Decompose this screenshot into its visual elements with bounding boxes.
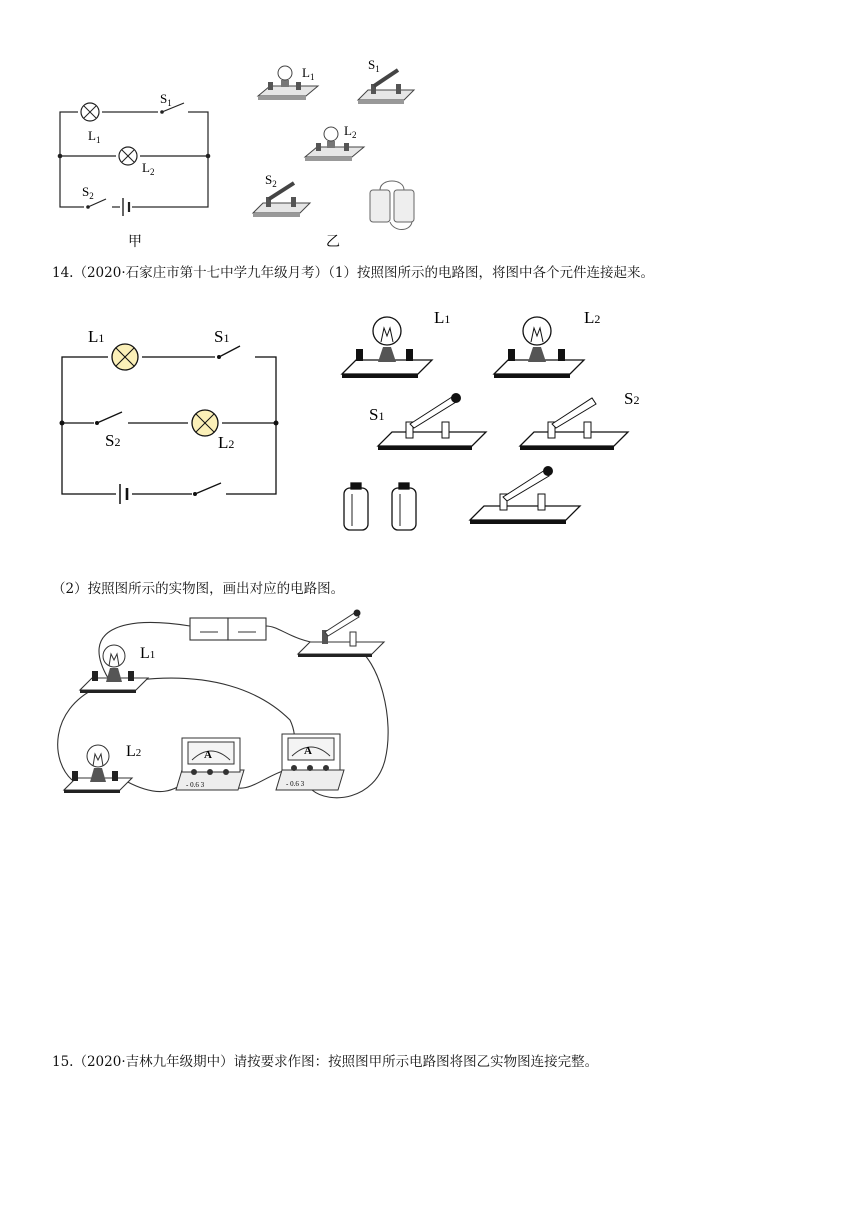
label-S2-q14: S2 [105, 431, 121, 450]
question-14-line2: （2）按照图所示的实物图，画出对应的电路图。 [52, 581, 345, 597]
ammeter-2 [276, 734, 344, 790]
label-S1-q14: S1 [214, 327, 230, 346]
ammeter-2-letter: A [304, 745, 312, 757]
real-lamp-L1-q14-part2 [80, 645, 148, 693]
ammeter-1 [176, 738, 244, 790]
label-L2-q14-part2: L2 [126, 743, 142, 760]
label-real-S1-q14: S1 [369, 405, 385, 424]
label-L1-q14-part2: L1 [140, 645, 156, 662]
ammeter-2-scale: - 0.6 3 [286, 780, 305, 788]
label-real-L1-q14: L1 [434, 308, 451, 327]
ammeter-1-scale: - 0.6 3 [186, 781, 205, 789]
label-L1: $L_1$ [88, 128, 101, 145]
label-L2: $L_2$ [142, 160, 155, 177]
label-S1: $S_1$ [160, 91, 172, 108]
label-real-S1: $S_1$ [368, 57, 380, 74]
real-batteries-q14-part2 [190, 618, 266, 640]
ammeter-1-letter: A [204, 749, 212, 761]
real-switch-q14-part2 [298, 610, 384, 658]
label-real-S2: $S_2$ [265, 172, 277, 189]
question-15-line1: 15.（2020·吉林九年级期中）请按要求作图：按照图甲所示电路图将图乙实物图连接完整。 [52, 1054, 599, 1070]
label-L1-q14: L1 [88, 327, 105, 346]
label-real-L2-q14: L2 [584, 308, 601, 327]
label-real-L1: $L_1$ [302, 65, 315, 82]
label-jia: 甲 [128, 235, 142, 250]
label-yi: 乙 [326, 235, 340, 250]
question-14-line1: 14.（2020·石家庄市第十七中学九年级月考）（1）按照图所示的电路图，将图中各个元件连接起来。 [52, 265, 654, 281]
label-real-S2-q14: S2 [624, 389, 640, 408]
label-L2-q14: L2 [218, 433, 235, 452]
real-lamp-L2-q14-part2 [64, 745, 132, 793]
label-S2: $S_2$ [82, 184, 94, 201]
label-real-L2: $L_2$ [344, 123, 357, 140]
